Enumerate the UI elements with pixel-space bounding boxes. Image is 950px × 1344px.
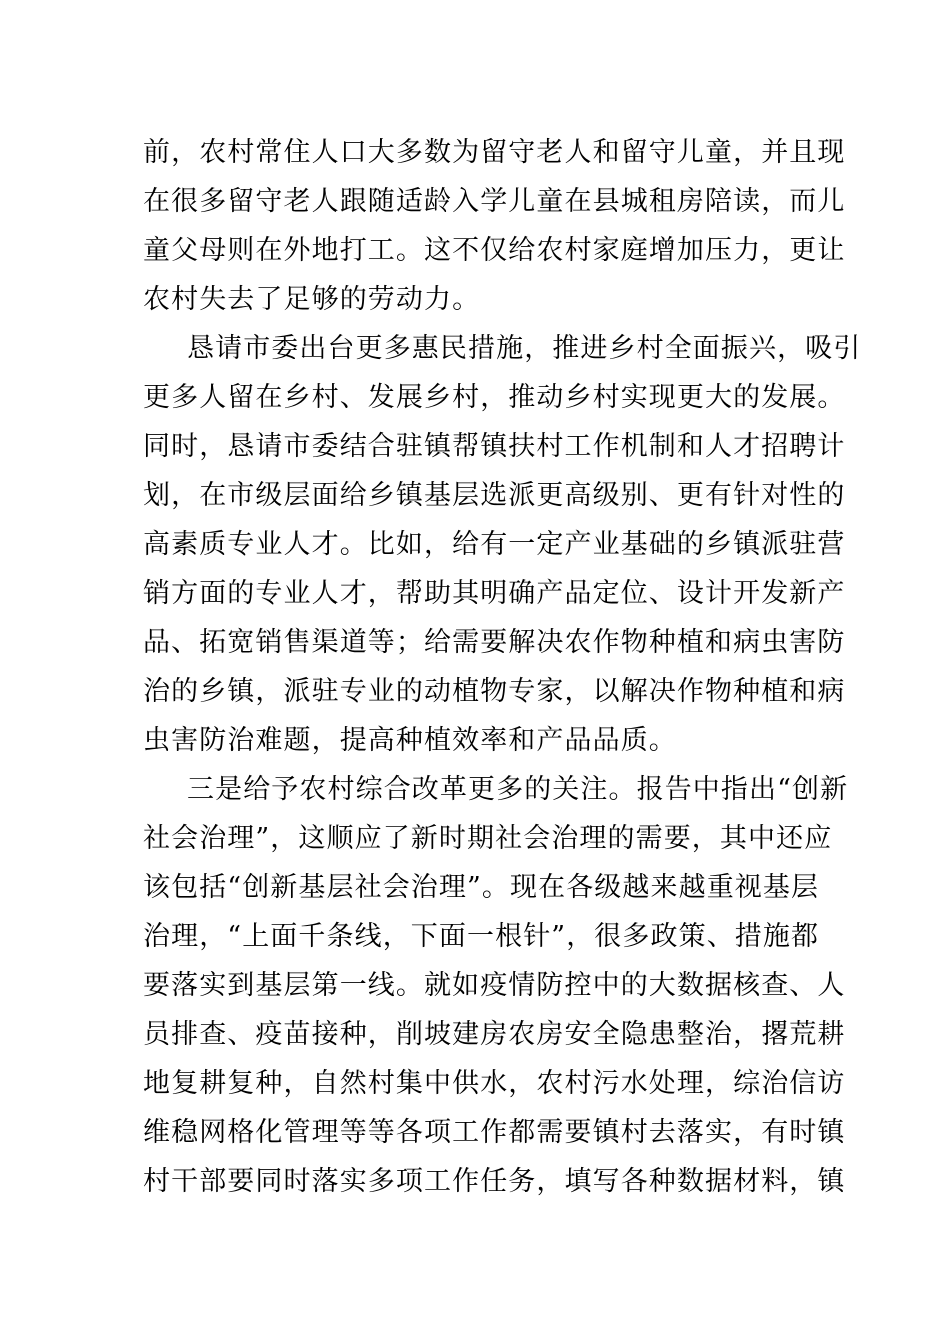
text-line: 前，农村常住人口大多数为留守老人和留守儿童，并且现: [143, 137, 846, 168]
text-line: 在很多留守老人跟随适龄入学儿童在县城租房陪读，而儿: [143, 186, 846, 217]
text-line: 社会治理”，这顺应了新时期社会治理的需要，其中还应: [143, 823, 833, 854]
text-line: 销方面的专业人才，帮助其明确产品定位、设计开发新产: [143, 578, 846, 609]
text-line: 治的乡镇，派驻专业的动植物专家，以解决作物种植和病: [143, 676, 846, 707]
text-line: 虫害防治难题，提高种植效率和产品品质。: [143, 725, 677, 756]
paragraph: [143, 128, 846, 324]
text-line: 划，在市级层面给乡镇基层选派更高级别、更有针对性的: [143, 480, 846, 511]
text-line: 员排查、疫苗接种，削坡建房农房安全隐患整治，撂荒耕: [143, 1019, 846, 1050]
text-line: 更多人留在乡村、发展乡村，推动乡村实现更大的发展。: [143, 382, 846, 413]
text-line: 品、拓宽销售渠道等；给需要解决农作物种植和病虫害防: [143, 627, 846, 658]
text-line: 同时，恳请市委结合驻镇帮镇扶村工作机制和人才招聘计: [143, 431, 846, 462]
text-line: 要落实到基层第一线。就如疫情防控中的大数据核查、人: [143, 970, 846, 1001]
text-line: 村干部要同时落实多项工作任务，填写各种数据材料，镇: [143, 1166, 846, 1197]
body-text: [143, 128, 862, 1206]
text-line: 该包括“创新基层社会治理”。现在各级越来越重视基层: [143, 872, 820, 903]
text-line: 治理，“上面千条线，下面一根针”，很多政策、措施都: [143, 921, 820, 952]
text-line: 恳请市委出台更多惠民措施，推进乡村全面振兴，吸引: [187, 333, 862, 364]
text-line: 童父母则在外地打工。这不仅给农村家庭增加压力，更让: [143, 235, 846, 266]
text-line: 地复耕复种，自然村集中供水，农村污水处理，综治信访: [143, 1068, 846, 1099]
text-line: 农村失去了足够的劳动力。: [143, 284, 481, 315]
text-line: 高素质专业人才。比如，给有一定产业基础的乡镇派驻营: [143, 529, 846, 560]
paragraph: [143, 765, 849, 1206]
text-line: 三是给予农村综合改革更多的关注。报告中指出“创新: [187, 774, 849, 805]
paragraph: [143, 324, 862, 765]
text-line: 维稳网格化管理等等各项工作都需要镇村去落实，有时镇: [143, 1117, 846, 1148]
